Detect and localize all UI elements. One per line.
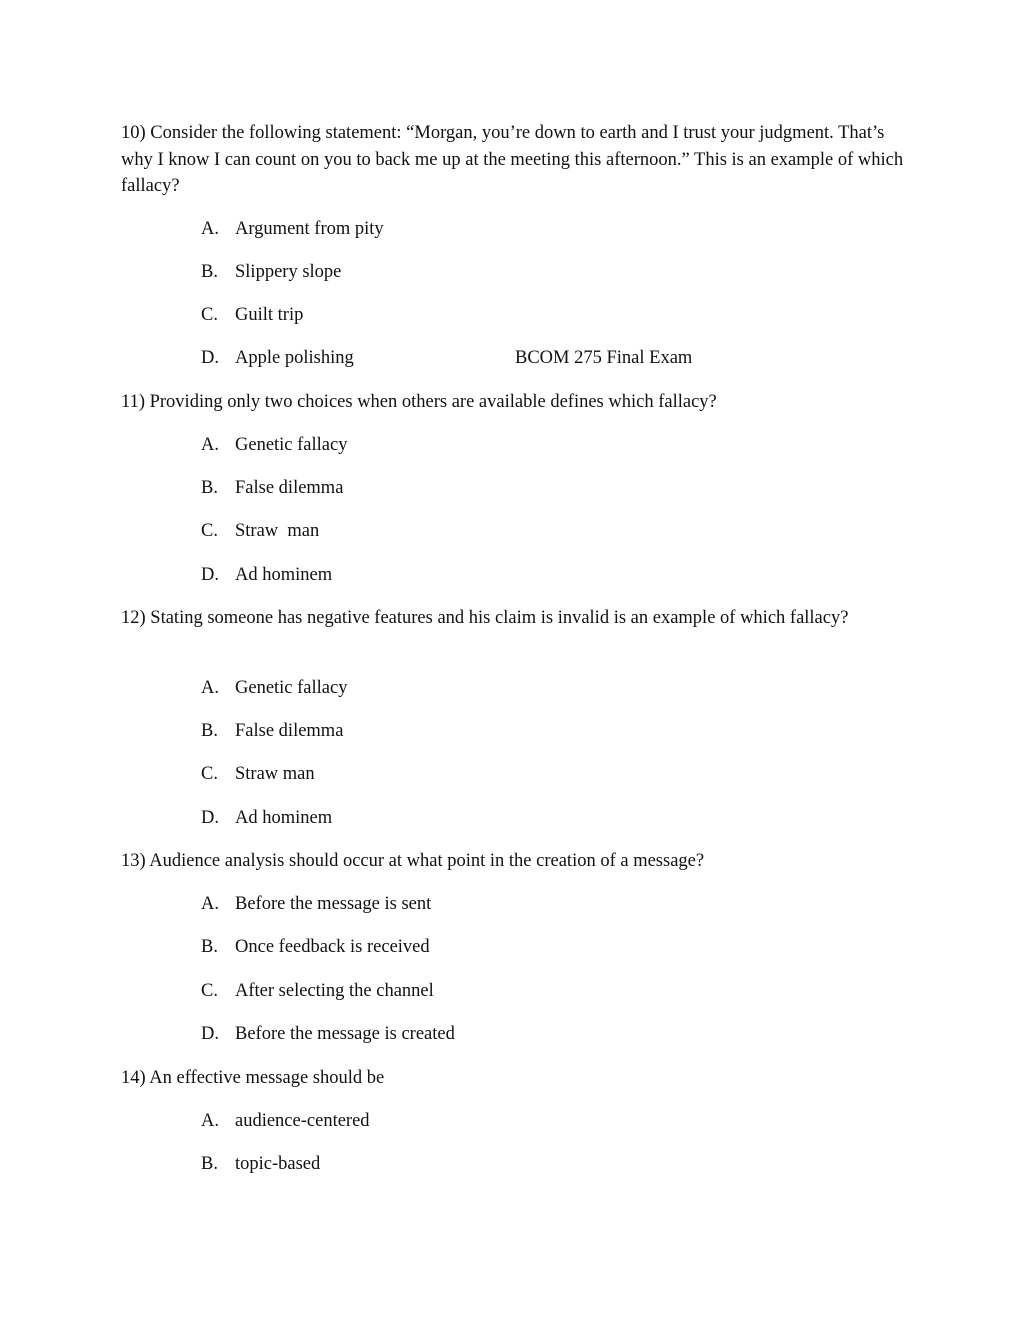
option-text: Straw man (235, 764, 315, 784)
question-14-option-a (201, 1110, 370, 1132)
option-letter: A. (201, 894, 219, 914)
option-letter: D. (201, 565, 219, 585)
option-letter: B. (201, 262, 218, 282)
option-letter: D. (201, 1024, 219, 1044)
question-10-option-d (201, 347, 354, 369)
question-13-option-a (201, 893, 431, 915)
question-11-stem: 11) Providing only two choices when others are available defines which fallacy? (121, 392, 717, 412)
option-letter: B. (201, 1154, 218, 1174)
option-letter: B. (201, 478, 218, 498)
question-12-option-c (201, 763, 315, 785)
option-text: False dilemma (235, 478, 344, 498)
option-text: Guilt trip (235, 305, 304, 325)
option-text: topic-based (235, 1154, 321, 1174)
option-letter: C. (201, 305, 218, 325)
option-letter: A. (201, 435, 219, 455)
exam-title: BCOM 275 Final Exam (515, 348, 693, 368)
option-letter: D. (201, 348, 219, 368)
question-10-option-b (201, 261, 341, 283)
question-13-option-d (201, 1023, 455, 1045)
option-text: False dilemma (235, 721, 344, 741)
question-13-stem: 13) Audience analysis should occur at what point in the creation of a message? (121, 851, 705, 871)
question-12-option-b (201, 720, 343, 742)
question-11-option-b (201, 477, 343, 499)
question-14-option-b (201, 1153, 320, 1175)
option-text: Slippery slope (235, 262, 342, 282)
question-13-option-b (201, 936, 430, 958)
question-14-stem: 14) An effective message should be (121, 1068, 385, 1088)
option-text: Argument from pity (235, 219, 384, 239)
question-13-option-c (201, 980, 434, 1002)
question-12-stem: 12) Stating someone has negative features and his claim is invalid is an example of which fallacy? (121, 608, 849, 628)
option-text: After selecting the channel (235, 981, 434, 1001)
option-letter: A. (201, 219, 219, 239)
option-letter: C. (201, 764, 218, 784)
option-letter: B. (201, 937, 218, 957)
question-10-stem: 10) Consider the following statement: “Morgan, you’re down to earth and I trust your judgment. That’s why I know I can count on you to back me up at the meeting this afternoon.” This is an example of which fallacy? (121, 123, 904, 196)
question-12-option-d (201, 807, 332, 829)
option-text: Ad hominem (235, 565, 333, 585)
question-10-option-a (201, 218, 384, 240)
option-letter: A. (201, 678, 219, 698)
option-letter: B. (201, 721, 218, 741)
option-letter: C. (201, 981, 218, 1001)
option-text: Genetic fallacy (235, 678, 348, 698)
option-text: audience-centered (235, 1111, 370, 1131)
option-letter: C. (201, 521, 218, 541)
option-text: Apple polishing (235, 348, 354, 368)
option-letter: A. (201, 1111, 219, 1131)
option-text: Ad hominem (235, 808, 333, 828)
question-11-option-d (201, 564, 332, 586)
option-text: Straw man (235, 521, 320, 541)
option-text: Genetic fallacy (235, 435, 348, 455)
question-12-option-a (201, 677, 347, 699)
option-text: Once feedback is received (235, 937, 430, 957)
option-text: Before the message is sent (235, 894, 432, 914)
question-11-option-c (201, 520, 319, 542)
question-11-option-a (201, 434, 347, 456)
question-10-option-c (201, 304, 303, 326)
option-letter: D. (201, 808, 219, 828)
option-text: Before the message is created (235, 1024, 455, 1044)
